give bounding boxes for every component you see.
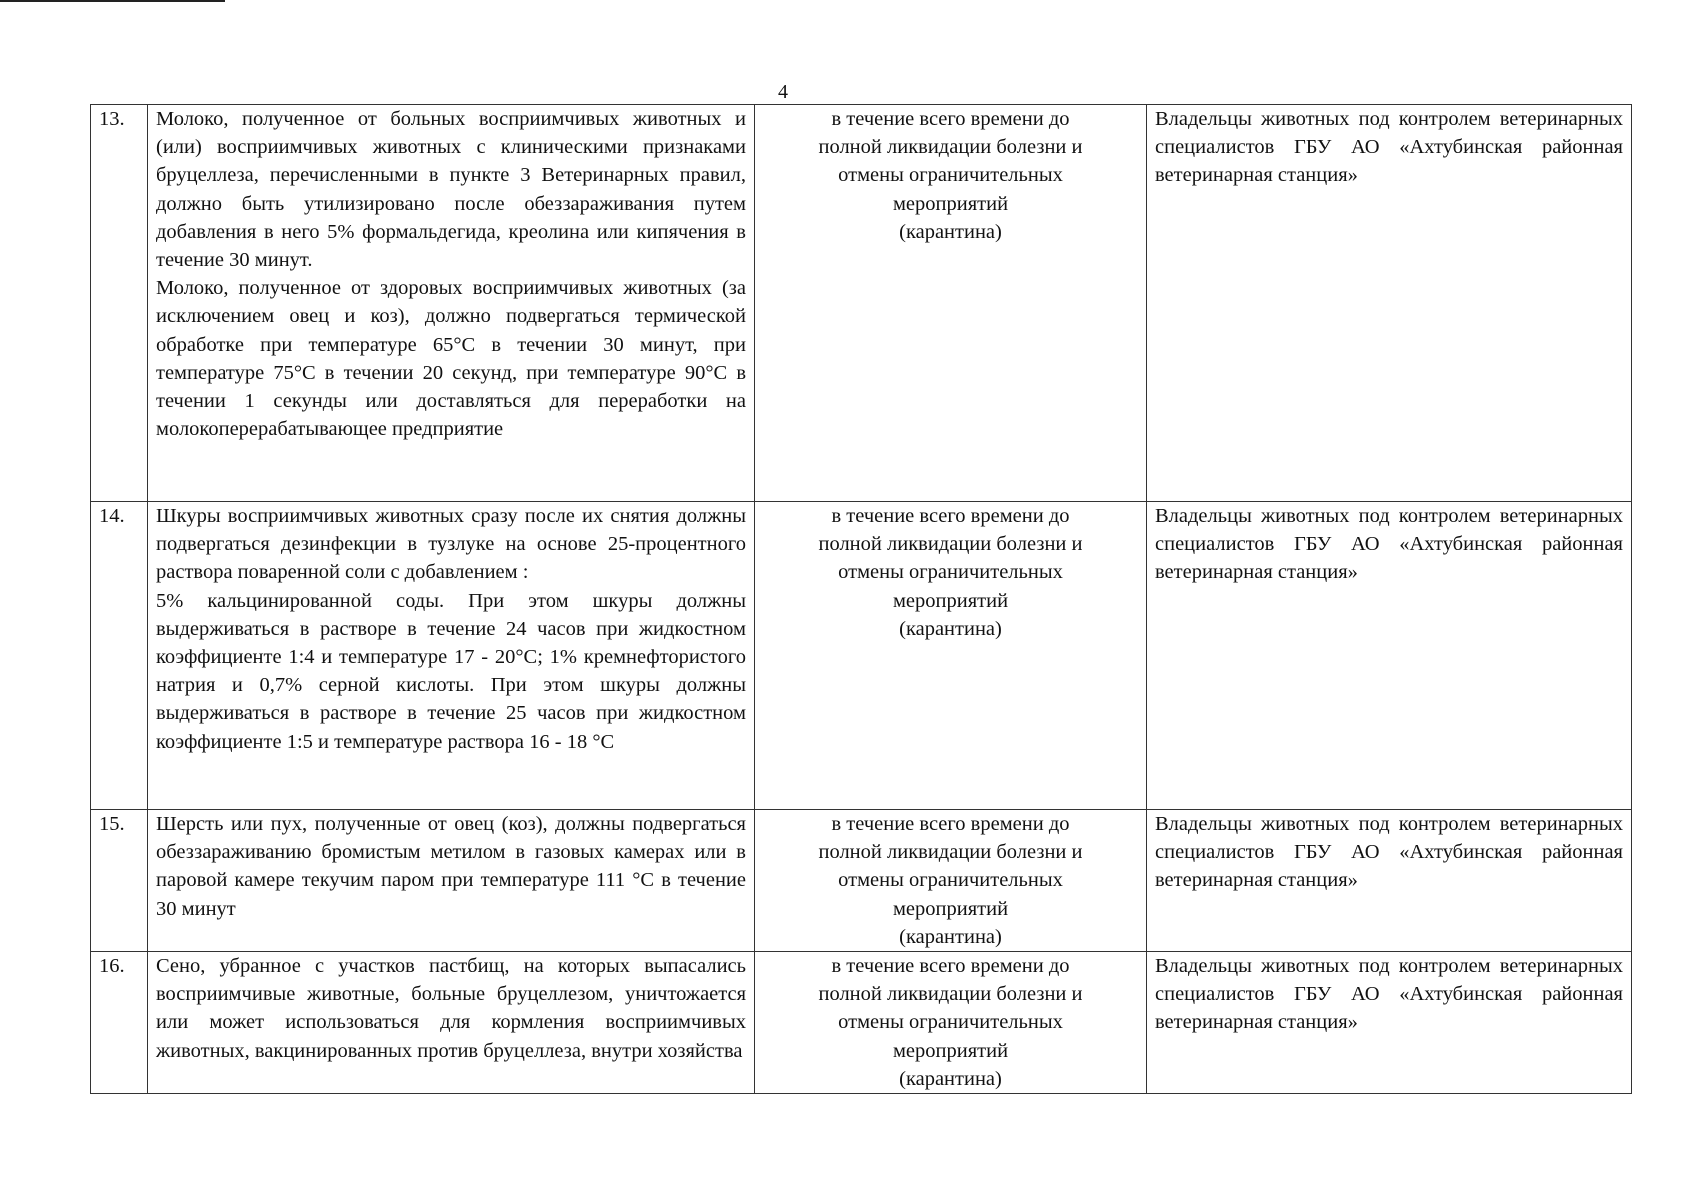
table-row — [91, 810, 1632, 952]
term-cell — [755, 952, 1147, 1094]
measure-cell — [148, 810, 755, 952]
row-number: 14. — [91, 502, 148, 810]
term-line: мероприятий — [892, 192, 1009, 215]
measure-cell — [148, 502, 755, 810]
term-line: (карантина) — [899, 220, 1002, 243]
term-line: отмены ограничительных — [838, 561, 1063, 584]
measure-cell — [148, 105, 755, 502]
measure-paragraph: Шкуры восприимчивых животных сразу после их снятия должны подвергаться дезинфекции в тузлуке на основе 25-процентного раствора поваренной соли с добавлением : — [156, 505, 746, 584]
term-line: отмены ограничительных — [838, 869, 1063, 892]
term-cell — [755, 105, 1147, 502]
term-line: мероприятий — [892, 589, 1009, 612]
term-line: в течение всего времени до — [831, 108, 1070, 130]
measure-paragraph: Шерсть или пух, полученные от овец (коз), должны подвергаться обеззараживанию бромистым метилом в газовых камерах или в паровой камере текучим паром при температуре 111 °С в течение 30 минут — [156, 813, 746, 920]
term-cell — [755, 502, 1147, 810]
responsible-cell: Владельцы животных под контролем ветеринарных специалистов ГБУ АО «Ахтубинская районная ветеринарная станция» — [1147, 105, 1632, 502]
header-rule — [0, 0, 225, 2]
term-cell — [755, 810, 1147, 952]
responsible-cell: Владельцы животных под контролем ветеринарных специалистов ГБУ АО «Ахтубинская районная ветеринарная станция» — [1147, 952, 1632, 1094]
measure-paragraph: Сено, убранное с участков пастбищ, на которых выпасались восприимчивые животные, больные бруцеллезом, уничтожается или может использоваться для кормления восприимчивых животных, вакцинированных против бруцеллеза, внутри хозяйства — [156, 955, 746, 1062]
term-line: в течение всего времени до — [831, 505, 1070, 527]
term-line: полной ликвидации болезни и — [818, 841, 1083, 864]
measures-table — [90, 104, 1632, 1094]
row-number: 16. — [91, 952, 148, 1094]
term-line: отмены ограничительных — [838, 164, 1063, 187]
term-line: мероприятий — [892, 1039, 1009, 1062]
term-line: (карантина) — [899, 617, 1002, 640]
table-row — [91, 502, 1632, 810]
term-line: полной ликвидации болезни и — [818, 533, 1083, 556]
row-number: 15. — [91, 810, 148, 952]
table-row — [91, 952, 1632, 1094]
measure-paragraph: Молоко, полученное от здоровых восприимчивых животных (за исключением овец и коз), должно подвергаться термической обработке при температуре 65°С в течении 30 минут, при температуре 75°С в течении 20 секунд, при температуре 90°С в течении 1 секунды или доставляться для переработки на молокоперерабатывающее предприятие — [156, 277, 746, 441]
measure-paragraph: 5% кальцинированной соды. При этом шкуры должны выдерживаться в растворе в течение 24 часов при жидкостном коэффициенте 1:4 и температуре 17 - 20°С; 1% кремнефтористого натрия и 0,7% серной кислоты. При этом шкуры должны выдерживаться в растворе в течение 25 часов при жидкостном коэффициенте 1:5 и температуре раствора 16 - 18 °С — [156, 589, 746, 753]
term-line: (карантина) — [899, 1067, 1002, 1090]
measure-cell — [148, 952, 755, 1094]
table-row — [91, 105, 1632, 502]
term-line: полной ликвидации болезни и — [818, 136, 1083, 159]
term-line: в течение всего времени до — [831, 955, 1070, 978]
term-line: мероприятий — [892, 897, 1009, 920]
row-number: 13. — [91, 105, 148, 502]
term-line: (карантина) — [899, 925, 1002, 948]
term-line: полной ликвидации болезни и — [818, 983, 1083, 1006]
term-line: в течение всего времени до — [831, 813, 1070, 835]
term-line: отмены ограничительных — [838, 1011, 1063, 1034]
responsible-cell: Владельцы животных под контролем ветеринарных специалистов ГБУ АО «Ахтубинская районная ветеринарная станция» — [1147, 810, 1632, 952]
measure-paragraph: Молоко, полученное от больных восприимчивых животных и (или) восприимчивых животных с клиническими признаками бруцеллеза, перечисленными в пункте 3 Ветеринарных правил, должно быть утилизировано после обеззараживания путем добавления в него 5% формальдегида, креолина или кипячения в течение 30 минут. — [156, 108, 746, 272]
responsible-cell: Владельцы животных под контролем ветеринарных специалистов ГБУ АО «Ахтубинская районная ветеринарная станция» — [1147, 502, 1632, 810]
page-number: 4 — [778, 81, 788, 103]
